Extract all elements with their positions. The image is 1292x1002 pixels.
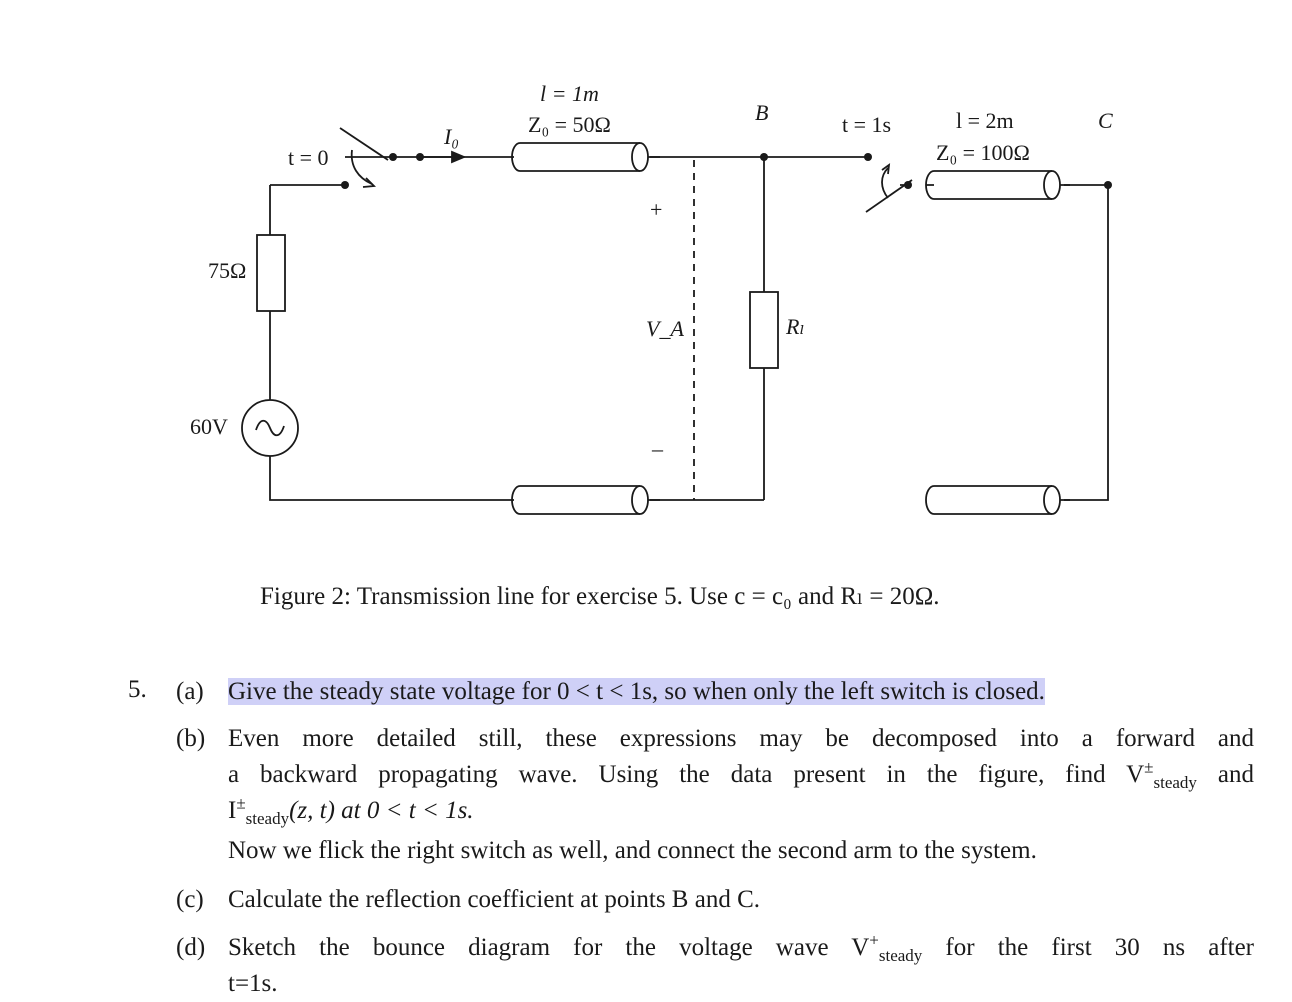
part-c-text: Calculate the reflection coefficient at points B and C. (228, 886, 760, 913)
left-line-length: l = 1m (540, 81, 599, 106)
tline-right-top-end (1044, 171, 1052, 199)
part-d-label: (d) (176, 934, 206, 961)
tline-right-bottom (926, 486, 1060, 514)
source-resistor-label: 75Ω (208, 258, 247, 283)
node-b-dot (760, 153, 768, 161)
node-right-switch (864, 153, 872, 161)
part-d-line1: Sketch the bounce diagram for the voltage wave $V^+_{steady}$ for the first 30 ns after (228, 930, 1255, 965)
tline-left-bottom (512, 486, 648, 514)
tline-left-top (512, 143, 648, 171)
source-voltage-label: 60V (190, 414, 228, 439)
part-d-line2: t=1s. (228, 970, 278, 997)
node-current (416, 153, 424, 161)
figure-caption: Figure 2: Transmission line for exercise 5. Use c = c₀ and Rₗ = 20Ω. (260, 583, 940, 610)
tline-right-bottom-end (1044, 486, 1052, 514)
left-switch-arrow (352, 150, 372, 184)
right-line-length: l = 2m (956, 108, 1014, 133)
node-switch-top (389, 153, 397, 161)
wire-source-left (270, 185, 514, 500)
ac-wave (256, 421, 284, 436)
part-a-label: (a) (176, 678, 204, 705)
wire-right-top (1064, 185, 1108, 500)
tline-right-top (926, 171, 1060, 199)
voltage-label: V_A (646, 316, 684, 341)
left-switch-blade (340, 128, 388, 160)
part-b-label: (b) (176, 725, 206, 752)
left-switch-time: t = 0 (288, 145, 329, 170)
part-b-line3: $I^\pm_{steady}(z$, t) at 0 < t < 1s. (228, 793, 474, 828)
current-label: I₀ (444, 124, 459, 149)
part-c-label: (c) (176, 886, 204, 913)
plus-sign: + (650, 197, 663, 222)
node-right-switch-2 (904, 181, 912, 189)
node-c-dot (1104, 181, 1112, 189)
tline-left-top-end (632, 143, 640, 171)
node-b-label: B (755, 100, 769, 125)
left-line-impedance: Z₀ = 50Ω (528, 112, 611, 137)
node-switch-bottom (341, 181, 349, 189)
node-c-label: C (1098, 108, 1113, 133)
resistor-75 (257, 235, 285, 311)
load-resistor-label: Rₗ (786, 314, 805, 339)
part-b-line1: Even more detailed still, these expressions may be decomposed into a forward and (228, 725, 1254, 752)
part-b-line4: Now we flick the right switch as well, and connect the second arm to the system. (228, 837, 1037, 864)
right-switch-time: t = 1s (842, 112, 892, 137)
right-switch-arrow (882, 168, 888, 198)
part-b-line2: a backward propagating wave. Using the data present in the figure, find $V^\pm_{steady}$ and (228, 757, 1254, 792)
tline-left-bottom-end (632, 486, 640, 514)
minus-sign: – (652, 436, 663, 461)
exercise-number: 5. (128, 676, 147, 703)
part-a-text: Give the steady state voltage for 0 < t < 1s, so when only the left switch is closed. (228, 678, 1045, 705)
resistor-load (750, 292, 778, 368)
current-arrowhead (452, 152, 464, 162)
right-line-impedance: Z₀ = 100Ω (936, 140, 1030, 165)
